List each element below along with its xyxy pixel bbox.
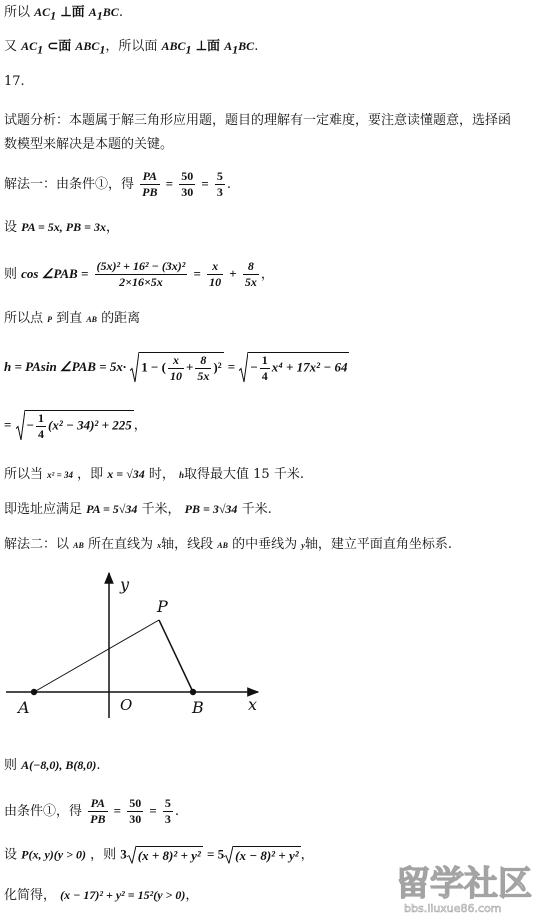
text: 所以点 xyxy=(4,311,44,326)
math: AC xyxy=(21,39,38,53)
text: ，即 xyxy=(77,467,104,482)
math: = 5 xyxy=(206,846,225,862)
math: PA = 5x, PB = 3x xyxy=(21,220,106,234)
math: ⊥面 xyxy=(195,38,221,53)
math: ⊂面 xyxy=(47,38,72,53)
text: 的中垂线为 xyxy=(232,537,298,552)
radical: 1 − ( $\frac{x}{10}$ + $\frac{8}{5x}$ )² xyxy=(130,352,223,383)
fraction: $\frac{x}{10}$ xyxy=(209,259,222,289)
analysis-line-2 xyxy=(4,137,173,153)
text: 所在直线为 xyxy=(87,537,153,552)
watermark-url: bbs.liuxue86.com xyxy=(404,902,502,915)
text: ，所以面 xyxy=(105,39,158,54)
text: 千米， xyxy=(141,502,181,517)
label-p: P xyxy=(157,597,168,616)
point-b xyxy=(190,689,196,695)
text: 所以 xyxy=(4,5,31,20)
fraction: $\frac{PA}{PB}$ xyxy=(90,796,106,826)
line-perpendicular-2: 又 $AC_1$ ⊂面 $ABC_1$，所以面 $ABC_1$ ⊥面 $A_1BC$. xyxy=(4,38,259,57)
text: 所以当 xyxy=(4,467,44,482)
coords-line: 则 A(−8,0), B(8,0). xyxy=(4,758,101,773)
label-x: x xyxy=(248,695,258,714)
fraction: $\frac{\text{(5x)² + 16² − (3x)²}}{2\times 16\times 5x}$ xyxy=(96,259,186,289)
segment-ap xyxy=(34,620,159,692)
label-y: y xyxy=(120,575,130,594)
math: ABC xyxy=(75,39,100,53)
text: 轴，线段 xyxy=(161,537,214,552)
math: (x − 17)² + y² = 15²(y > 0) xyxy=(60,888,186,902)
h-formula: h = PAsin ∠PAB = 5x· 1 − ( $\frac{x}{10}$ + $\frac{8}{5x}$ )² = − $\frac{1}{4}$ x⁴ + 17x² − 64 xyxy=(4,353,348,383)
math: A xyxy=(88,5,97,19)
line-perpendicular-1: 所以 $AC_1$ ⊥面 $A_1BC$. xyxy=(4,4,123,23)
point-a xyxy=(31,689,37,695)
label-o: O xyxy=(120,696,133,714)
method2-text xyxy=(4,537,452,554)
method1-ratio: 解法一：由条件①，得 $\frac{PA}{PB}$ = $\frac{50}{30}$ = $\frac{5}{3}$ . xyxy=(4,169,232,199)
math: ⊥面 xyxy=(60,4,85,19)
set-p-line: 设 P(x, y)(y > 0) ，则 3 (x + 8)² + y² = 5 (x − 8)² + y² ， xyxy=(4,846,314,863)
text: 取得最大值 15 千米. xyxy=(184,467,304,482)
math: h = PAsin ∠PAB = 5x· xyxy=(4,359,127,374)
math: = xyxy=(4,417,12,432)
coordinate-diagram xyxy=(0,563,290,728)
math: AC xyxy=(34,5,51,19)
math: cos ∠PAB = xyxy=(21,266,89,281)
watermark-logo xyxy=(390,859,550,917)
fraction: $\frac{5}{3}$ xyxy=(216,169,223,199)
math: BC xyxy=(238,39,255,53)
fraction: $\frac{50}{30}$ xyxy=(181,169,194,199)
radical: − $\frac{1}{4}$ (x² − 34)² + 225 xyxy=(16,410,134,441)
fraction: $\frac{50}{30}$ xyxy=(129,796,142,826)
set-pa-pb: 设 PA = 5x, PB = 3x， xyxy=(4,220,119,235)
radical: (x − 8)² + y² xyxy=(224,846,301,864)
label-b: B xyxy=(192,698,204,717)
math: A(−8,0), B(8,0) xyxy=(21,758,97,772)
text: 由条件①，得 xyxy=(4,804,83,819)
max-condition xyxy=(4,466,304,483)
text: 又 xyxy=(4,39,18,54)
text: ，则 xyxy=(90,847,117,863)
analysis-line-1 xyxy=(4,113,511,129)
text: 设 xyxy=(4,847,18,863)
fraction: $\frac{8}{5x}$ xyxy=(244,259,257,289)
math: AB xyxy=(73,541,84,550)
distance-text xyxy=(4,311,140,328)
radical: − $\frac{1}{4}$ x⁴ + 17x² − 64 xyxy=(239,352,349,383)
segment-pb xyxy=(159,620,193,692)
fraction: $\frac{5}{3}$ xyxy=(164,796,171,826)
text: 试题分析：本题属于解三角形应用题，题目的理解有一定难度，要注意读懂题意，选择函 xyxy=(4,113,512,128)
radical: (x + 8)² + y² xyxy=(127,846,203,864)
text: 时， xyxy=(148,467,175,482)
math: x xyxy=(157,541,162,550)
text: 到直 xyxy=(56,311,83,326)
text: ， xyxy=(185,888,199,903)
text: 则 xyxy=(4,758,18,773)
text: 化简得， xyxy=(4,888,57,903)
text: 轴，建立平面直角坐标系. xyxy=(304,537,452,552)
math: PB = 3√34 xyxy=(184,502,238,516)
simplify-line xyxy=(4,887,198,904)
math: AB xyxy=(217,541,228,550)
text: 解法二：以 xyxy=(4,537,70,552)
math: P xyxy=(47,315,53,324)
math: y xyxy=(301,541,305,550)
math: h xyxy=(179,470,185,480)
math: x = √34 xyxy=(107,467,145,481)
label-a: A xyxy=(18,698,30,717)
text: 则 xyxy=(4,267,18,282)
math: 3 xyxy=(120,846,127,862)
text: 数模型来解决是本题的关键。 xyxy=(4,137,174,152)
math: A xyxy=(224,39,233,53)
problem-number xyxy=(4,74,25,90)
watermark-brand: 留学社区 xyxy=(396,864,532,904)
math: P(x, y)(y > 0) xyxy=(21,847,86,862)
condition-line: 由条件①，得 $\frac{PA}{PB}$ = $\frac{50}{30}$ = $\frac{5}{3}$ . xyxy=(4,796,180,826)
text: 设 xyxy=(4,220,18,235)
text: 17. xyxy=(4,74,25,89)
fraction: $\frac{PA}{PB}$ xyxy=(142,169,158,199)
text: 的距离 xyxy=(101,311,141,326)
site-condition xyxy=(4,501,272,518)
cos-formula: 则 cos ∠PAB = $\frac{\text{(5x)² + 16² − (3x)²}}{2\times 16\times 5x}$ = $\frac{x}{10}$ + $\frac{8}{5x}$ ， xyxy=(4,259,274,289)
math: BC xyxy=(102,5,119,19)
text: 解法一：由条件①，得 xyxy=(4,177,135,192)
math: ABC xyxy=(161,39,186,53)
math: x² = 34 xyxy=(47,470,73,480)
text: 千米. xyxy=(241,502,272,517)
h-formula-2: = − $\frac{1}{4}$ (x² − 34)² + 225 ， xyxy=(4,411,147,441)
math: PA = 5√34 xyxy=(86,502,138,516)
math: AB xyxy=(86,315,98,324)
text: 即选址应满足 xyxy=(4,502,83,517)
